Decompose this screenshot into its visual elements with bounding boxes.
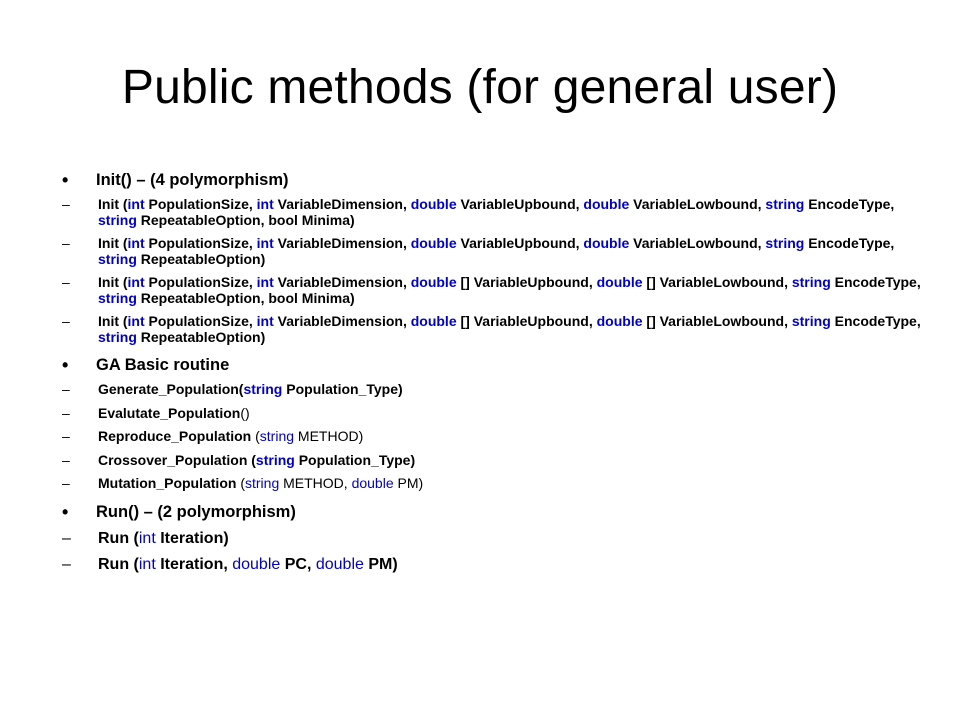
code-token: PopulationSize, [144,274,257,290]
code-token: VariableDimension, [273,274,411,290]
heading-text: Run() – (2 polymorphism) [96,502,296,521]
keyword-token: string [765,196,805,212]
dash-icon: – [62,313,70,329]
code-token: Generate_Population( [98,381,244,397]
code-token: VariableUpbound, [456,235,584,251]
code-token: PopulationSize, [144,313,257,329]
sub-item [62,382,922,398]
keyword-token: int [127,313,145,329]
slide-title: Public methods (for general user) [121,61,839,114]
keyword-token: string [791,274,831,290]
keyword-token: string [98,289,137,306]
dash-icon: – [62,274,70,290]
keyword-token: int [256,313,274,329]
keyword-token: double [351,475,394,491]
keyword-token: double [410,274,457,290]
heading-text: Init() – (4 polymorphism) [96,171,289,189]
keyword-token: double [410,196,457,212]
section-1 [62,170,922,345]
code-token: VariableDimension, [273,196,411,212]
code-token: Reproduce_Population [98,428,252,444]
slide-body [62,170,922,585]
dash-icon: – [62,475,70,491]
code-token: [] VariableUpbound, [456,274,597,290]
keyword-token: string [98,211,137,228]
code-token: VariableLowbound, [629,235,766,251]
bullet-icon: • [62,501,69,522]
code-token: VariableDimension, [273,235,411,251]
keyword-token: string [791,313,831,329]
keyword-token: int [138,529,156,547]
code-token: PopulationSize, [144,235,257,251]
code-token: Mutation_Population [98,475,237,491]
sub-item [62,429,922,445]
code-token: Init ( [98,313,128,329]
dash-icon: – [62,235,70,251]
code-token: Init ( [98,196,128,212]
keyword-token: double [583,196,630,212]
sub-item [62,197,922,228]
code-token: PC, [280,555,316,573]
code-token: Evalutate_Population [98,404,241,421]
keyword-token: string [245,475,280,491]
code-token: () [240,404,250,421]
keyword-token: int [127,274,145,290]
code-token: METHOD, [279,475,352,491]
sub-item [62,406,922,422]
code-token: Run ( [98,555,139,573]
keyword-token: string [98,250,137,267]
keyword-token: double [232,555,281,573]
code-token: Run ( [98,529,139,547]
code-token: [] VariableUpbound, [456,313,597,329]
keyword-token: double [410,313,457,329]
sub-item [62,476,922,492]
dash-icon: – [62,451,70,468]
code-token: Population_Type) [282,381,403,397]
code-token: EncodeType, [804,235,895,251]
section-2 [62,355,922,492]
code-token: EncodeType, [804,196,895,212]
keyword-token: double [596,274,643,290]
dash-icon: – [62,529,71,547]
code-token: Iteration) [155,529,229,547]
code-token: RepeatableOption) [136,250,266,267]
code-token: VariableUpbound, [456,196,584,212]
bullet-heading [62,502,922,523]
code-token: METHOD) [294,428,364,444]
code-token: ( [251,428,260,444]
code-token: PM) [363,555,398,573]
dash-icon: – [62,381,70,397]
keyword-token: double [410,235,457,251]
dash-icon: – [62,404,70,421]
code-token: EncodeType, [830,274,921,290]
code-token: ( [236,475,245,491]
heading-text: GA Basic routine [96,356,230,374]
keyword-token: int [127,196,145,212]
code-token: VariableDimension, [273,313,411,329]
code-token: Init ( [98,235,128,251]
keyword-token: double [315,555,364,573]
bullet-heading [62,170,922,191]
keyword-token: int [256,274,274,290]
code-token: [] VariableLowbound, [642,313,792,329]
code-token: VariableLowbound, [629,196,766,212]
keyword-token: int [127,235,145,251]
code-token: PM) [393,475,424,491]
keyword-token: string [259,428,295,444]
code-token: PopulationSize, [144,196,257,212]
bullet-heading [62,355,922,376]
dash-icon: – [62,555,71,573]
keyword-token: int [256,235,274,251]
keyword-token: int [138,555,156,573]
sub-item [62,453,922,469]
code-token: Population_Type) [294,451,416,468]
bullet-icon: • [62,170,69,190]
dash-icon: – [62,196,70,212]
code-token: [] VariableLowbound, [642,274,792,290]
keyword-token: double [583,235,630,251]
bullet-icon: • [62,355,69,375]
sub-item [62,275,922,306]
keyword-token: int [256,196,274,212]
code-token: Iteration, [155,555,233,573]
dash-icon: – [62,428,70,444]
sub-item [62,555,922,575]
code-token: RepeatableOption) [136,328,266,345]
keyword-token: string [255,451,295,468]
keyword-token: string [243,381,283,397]
section-3 [62,502,922,575]
sub-item [62,529,922,549]
keyword-token: string [765,235,805,251]
sub-item [62,236,922,267]
code-token: EncodeType, [830,313,921,329]
code-token: RepeatableOption, bool Minima) [136,211,355,228]
code-token: Crossover_Population ( [98,451,256,468]
code-token: Init ( [98,274,128,290]
code-token: RepeatableOption, bool Minima) [136,289,355,306]
keyword-token: double [596,313,643,329]
sub-item [62,314,922,345]
keyword-token: string [98,328,137,345]
